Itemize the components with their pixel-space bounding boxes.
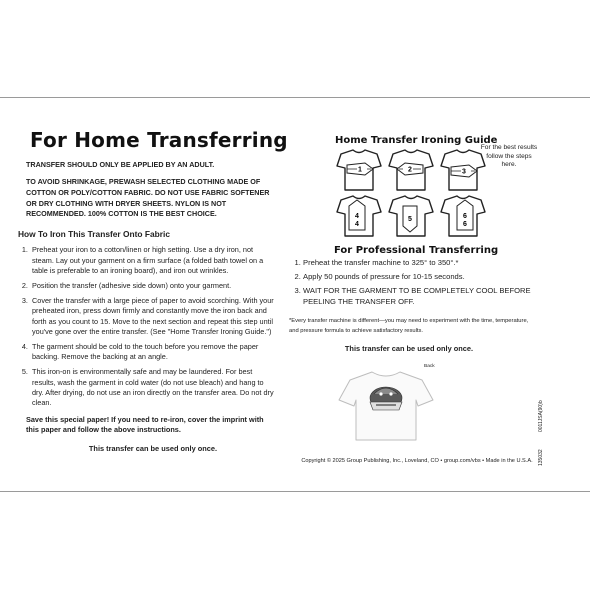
step-number: 5 [408,216,412,223]
bottom-rule [0,491,590,492]
step-number: 1 [358,166,362,174]
shirt-back-illustration [336,368,436,444]
back-label: Back [424,364,435,369]
pro-steps-list [289,257,543,310]
step-number: 6 [463,221,467,228]
pro-step: 1. Preheat the transfer machine to 325° to 350°.* [303,257,543,268]
guide-shirt-6 [441,196,485,236]
home-step: 1. Preheat your iron to a cotton/linen or high setting. Use a dry iron, not steam. Lay out your garment on a firm surface (a folded bath towel on a table is preferable to an ironing board), and iron out wrinkles. [30,245,276,276]
pro-step: 3. WAIT FOR THE GARMENT TO BE COMPLETELY COOL BEFORE PEELING THE TRANSFER OFF. [303,285,543,307]
home-steps-list [10,245,276,409]
guide-shirt-5 [389,196,433,236]
home-step: 2. Position the transfer (adhesive side down) onto your garment. [30,281,276,291]
best-results-note: For the best results follow the steps here. [480,144,538,169]
save-paper-note: Save this special paper! If you need to re-iron, cover the imprint with this paper and follow the above instructions. [26,414,264,435]
guide-shirt-4 [337,196,381,236]
home-transfer-section [10,128,288,453]
home-transfer-title: For Home Transferring [30,128,288,152]
step-number: 3 [462,168,466,176]
item-number: 135032 [538,449,544,466]
product-code: 0011JSA(90)b [538,400,544,432]
pro-step: 2. Apply 50 pounds of pressure for 10-15 seconds. [303,271,543,282]
top-rule [0,97,590,98]
howto-heading: How To Iron This Transfer Onto Fabric [18,229,170,240]
step-number: 2 [408,166,412,174]
home-step: 5. This iron-on is environmentally safe and may be laundered. For best results, wash the garment in cold water (do not use bleach) and hang to dry. After drying, do not use an iron directly on the transfer area. Do not dry clean. [30,367,276,409]
adult-warning: TRANSFER SHOULD ONLY BE APPLIED BY AN ADULT. [26,160,215,169]
guide-shirt-2 [389,150,433,190]
guide-shirt-3 [441,150,485,190]
shrinkage-warning: TO AVOID SHRINKAGE, PREWASH SELECTED CLOTHING MADE OF COTTON OR POLY/COTTON FABRIC. DO NOT USE FABRIC SOFTENER OR DRY CLOTHING WITH DRYER SHEETS. NYLON IS NOT RECOMMENDED. 100% COTTON IS THE BEST CHOICE. [26,177,270,219]
single-use-note-right: This transfer can be used only once. [344,344,474,353]
single-use-note-left: This transfer can be used only once. [88,443,218,453]
guide-shirt-1 [337,150,381,190]
copyright-line: Copyright © 2025 Group Publishing, Inc., Loveland, CO • group.com/vbs • Made in the U.S.A. [301,458,533,464]
step-number: 4 [355,213,359,220]
home-step: 3. Cover the transfer with a large piece of paper to avoid scorching. With your preheated iron, press down firmly and constantly move the iron back and forth as you count to 15. Move to the next section and repeat this step until you've gone over the entire transfer. (See "Home Transfer Ironing Guide.") [30,296,276,338]
machine-note: *Every transfer machine is different—you may need to experiment with the time, temperature, and pressure formula to achieve satisfactory results. [289,318,529,334]
home-step: 4. The garment should be cold to the touch before you remove the paper backing. Remove the backing at an angle. [30,342,276,363]
professional-transfer-title: For Professional Transferring [334,245,499,256]
ironing-guide-title: Home Transfer Ironing Guide [335,135,498,146]
ironing-guide-illustration [333,148,493,240]
step-number: 4 [355,221,359,228]
step-number: 6 [463,213,467,220]
transfer-artwork [370,387,402,410]
